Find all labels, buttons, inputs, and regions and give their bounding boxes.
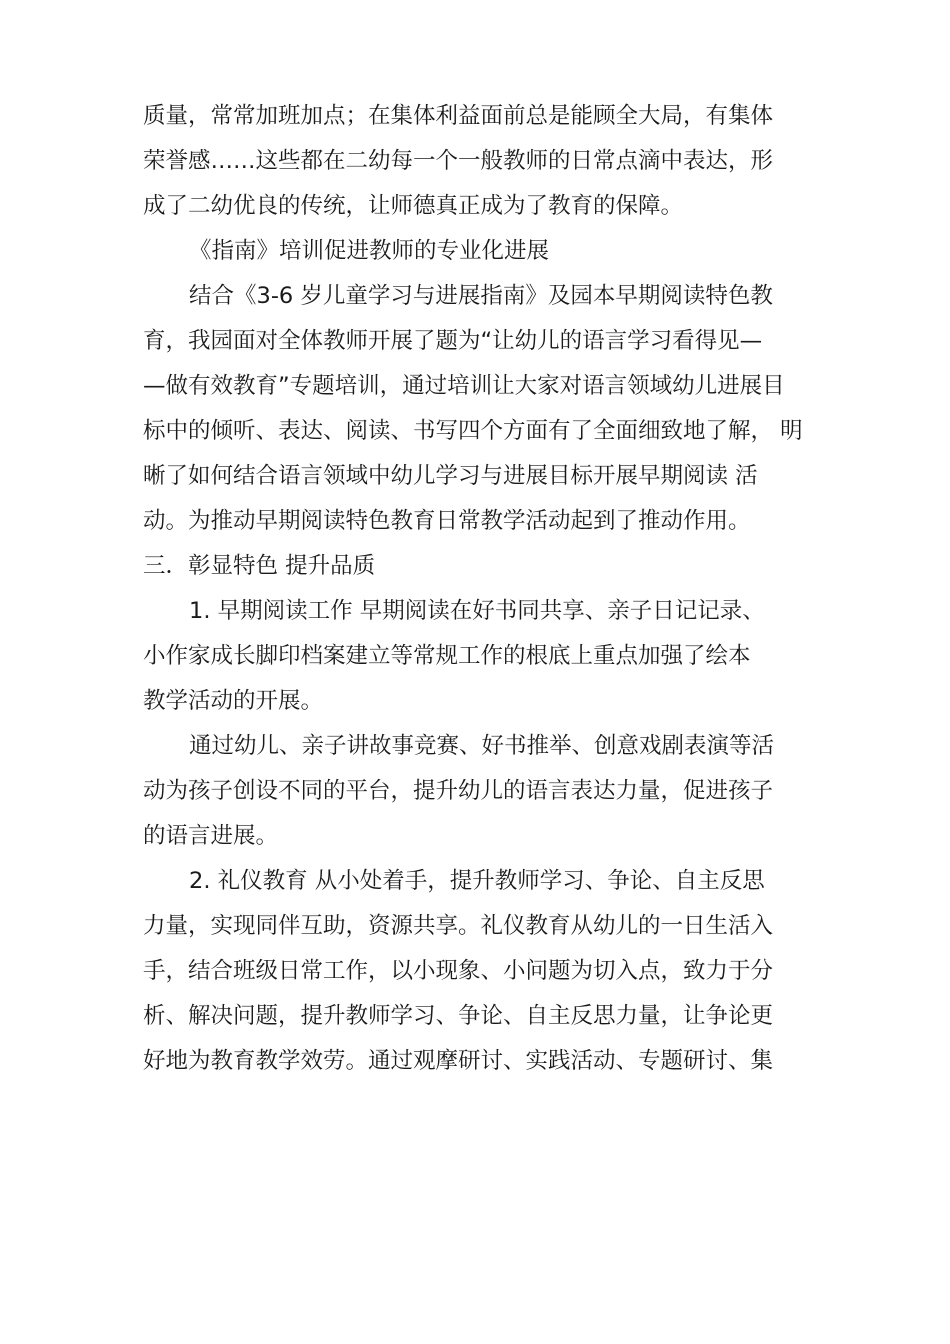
document-body — [143, 94, 823, 1084]
text-line: 《指南》培训促进教师的专业化进展 — [189, 238, 550, 264]
text-line: 质量，常常加班加点；在集体利益面前总是能顾全大局，有集体 — [143, 103, 774, 129]
text-line: 好地为教育教学效劳。通过观摩研讨、实践活动、专题研讨、集 — [143, 1048, 774, 1074]
text-line: 动为孩子创设不同的平台，提升幼儿的语言表达力量，促进孩子 — [143, 778, 774, 804]
text-line: —做有效教育”专题培训，通过培训让大家对语言领域幼儿进展目 — [143, 373, 785, 399]
text-line: 荣誉感……这些都在二幼每一个一般教师的日常点滴中表达，形 — [143, 148, 774, 174]
text-line: 晰了如何结合语言领域中幼儿学习与进展目标开展早期阅读 活 — [143, 463, 758, 489]
text-line: 三．彰显特色 提升品质 — [143, 553, 376, 579]
text-line: 析、解决问题，提升教师学习、争论、自主反思力量，让争论更 — [143, 1003, 774, 1029]
text-line: 动。为推动早期阅读特色教育日常教学活动起到了推动作用。 — [143, 508, 751, 534]
text-line: 小作家成长脚印档案建立等常规工作的根底上重点加强了绘本 — [143, 643, 751, 669]
text-line: 教学活动的开展。 — [143, 688, 324, 714]
text-line: 育，我园面对全体教师开展了题为“让幼儿的语言学习看得见— — [143, 328, 763, 354]
text-line: 成了二幼优良的传统，让师德真正成为了教育的保障。 — [143, 193, 684, 219]
text-line: 1. 早期阅读工作 早期阅读在好书同共享、亲子日记记录、 — [189, 598, 765, 624]
text-line: 通过幼儿、亲子讲故事竞赛、好书推举、创意戏剧表演等活 — [189, 733, 775, 759]
text-line: 标中的倾听、表达、阅读、书写四个方面有了全面细致地了解， 明 — [143, 418, 803, 444]
text-line: 2. 礼仪教育 从小处着手，提升教师学习、争论、自主反思 — [189, 868, 765, 894]
text-line: 力量，实现同伴互助，资源共享。礼仪教育从幼儿的一日生活入 — [143, 913, 774, 939]
text-line: 的语言进展。 — [143, 823, 279, 849]
text-line: 手，结合班级日常工作，以小现象、小问题为切入点，致力于分 — [143, 958, 774, 984]
text-line: 结合《3-6 岁儿童学习与进展指南》及园本早期阅读特色教 — [189, 283, 773, 309]
